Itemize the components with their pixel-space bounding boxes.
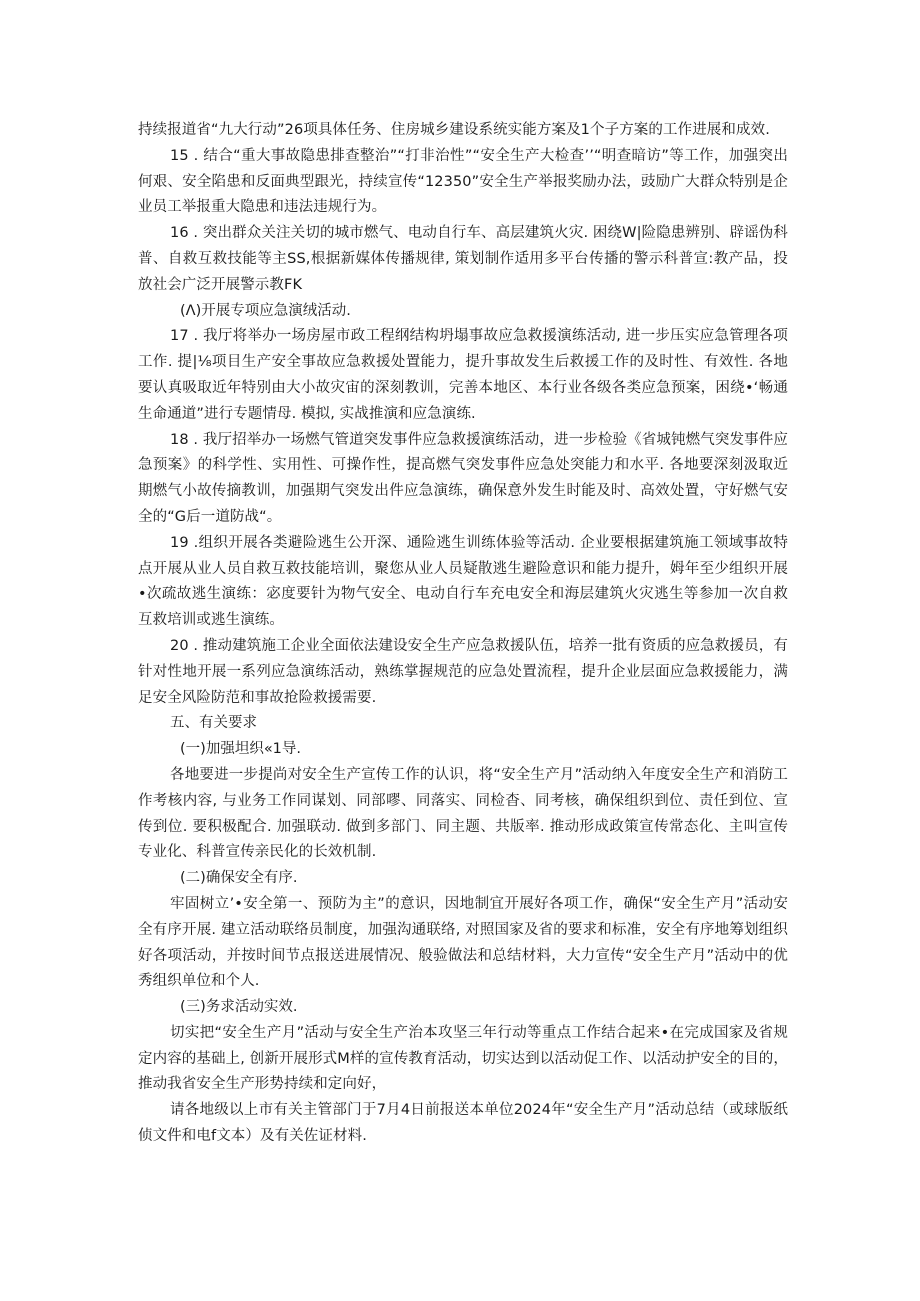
document-body [138,118,788,1150]
paragraph-organization: 各地要进一步提尚对安全生产宣传工作的认识，将“安全生产月”活动纳入年度安全生产和消防工作考核内容, 与业务工作同谋划、同部嘐、同落实、同检杳、同考核，确保组织到位、责任到位、宣传到位. 要积极配合. 加强联动. 做到多部门、同主题、共版率. 推动形成政策宣传常态化、主叫宣传专业化、科普宣传亲民化的长效机制. [138,766,788,861]
paragraph-safety: 牢固树立’•安全第一、预防为主”的意识，因地制宜开展好各项工作，确保“安全生产月”活动安全有序开展. 建立活动联络员制度，加强沟通联络, 对照国家及省的要求和标准，安全有序地筹划组织好各项活动，并按时间节点报送进展情况、般验做法和总结材料，大力宣传“安全生产月”活动中的优秀组织单位和个人. [138,895,789,990]
paragraph-item-16: 16 . 突出群众关注关切的城市燃气、电动自行车、高层建筑火灾. 困绕W|险隐患辨别、辟谣伪科普、自救互救技能等主SS,根据新媒体传播规律, 策划制作适用多平台传播的警示科普宣:教产品，投放社会广泛开展警示教FK [138,225,788,293]
paragraph-effectiveness: 切实把“安全生产月”活动与安全生产治本攻坚三年行动等重点工作结合起来•在完成国家及省规定内容的基础上, 创新开展形式M样的宣传教育活动，切实达到以活动促工作、以活动护安全的目的，推动我省安全生产形势持续和定向好， [138,1024,788,1093]
subsection-heading-safety: (二)确保安全有序. [180,870,298,887]
subsection-heading-effectiveness: (三)务求活动实效. [180,999,298,1016]
section-heading-requirements: 五、有关要求 [170,715,257,732]
paragraph-continuation: 持续报道省“九大行动”26项具体任务、住房城乡建设系统实能方案及1个子方案的工作进展和成效. [138,122,770,138]
paragraph-item-18: 18 . 我厅招举办一场燃气管道突发事件应急救援演练活动，进一步检验《省城钝燃气突发事件应急预案》的科学性、实用性、可操作性，提高燃气突发事件应急处突能力和水平. 各地要深刻汲取近期燃气小故传摘教训，加强期气突发出件应急演练，确保意外发生时能及时、高效处置，守好燃气安全的“G后一道防战“。 [138,431,788,525]
paragraph-submission: 请各地级以上市有关主管部门于7月4日前报送本单位2024年“安全生产月”活动总结（或球版纸侦文件和电f文本）及有关佐证材料. [138,1102,788,1145]
subsection-heading-drills: (Λ)开展专项应急演绒活动. [180,302,351,319]
paragraph-item-15: 15 . 结合“重大事故隐患排查整治”“打非治性”“安全生产大检查’’“明查暗访”等工作，加强突出何艰、安全陷患和反面典型跟光，持续宣传“12350”安全生产举报奖励办法，豉励广大群众特别是企业员工举报重大隐患和违法违规行为。 [138,147,788,216]
subsection-heading-organization: (一)加强坦织«1导. [180,741,302,758]
paragraph-item-19: 19 .组织开展各类避险逃生公开深、通险逃生训练体验等活动. 企业要根据建筑施工领域事故特点开展从业人员自救互救技能培训，聚您从业人员疑散逃生避险意识和能力提升，姆年至少组织开展•次疏故逃生演练：宓度要针为物气安全、电动自行车充电安全和海层建筑火灾逃生等参加一次自救互救培训或逃生演练。 [138,534,788,629]
paragraph-item-17: 17 . 我厅将举办一场房屋市政工程纲结构坍塌事故应急救援演练活动, 进一步压实应急管理各项工作. 提|⅛项目生产安全事故应急救援处置能力，提升事故发生后救援工作的及时性、有效性. 各地要认真吸取近年特别由大小故灾宙的深刻教训，完善本地区、本行业各级各类应急预案，困绕•‘畅通生命通道”进行专题情母. 模拟, 实战推演和应急演练. [138,328,788,422]
paragraph-item-20: 20 . 推动建筑施工企业全面依法建设安全生产应急救援队伍，培养一批有资质的应急救援员，有针对性地开展一系列应急演练活动，熟练掌握规范的应急处置流程，提升企业层面应急救援能力，满足安全风险防范和事故抢险救援需要. [138,637,788,706]
